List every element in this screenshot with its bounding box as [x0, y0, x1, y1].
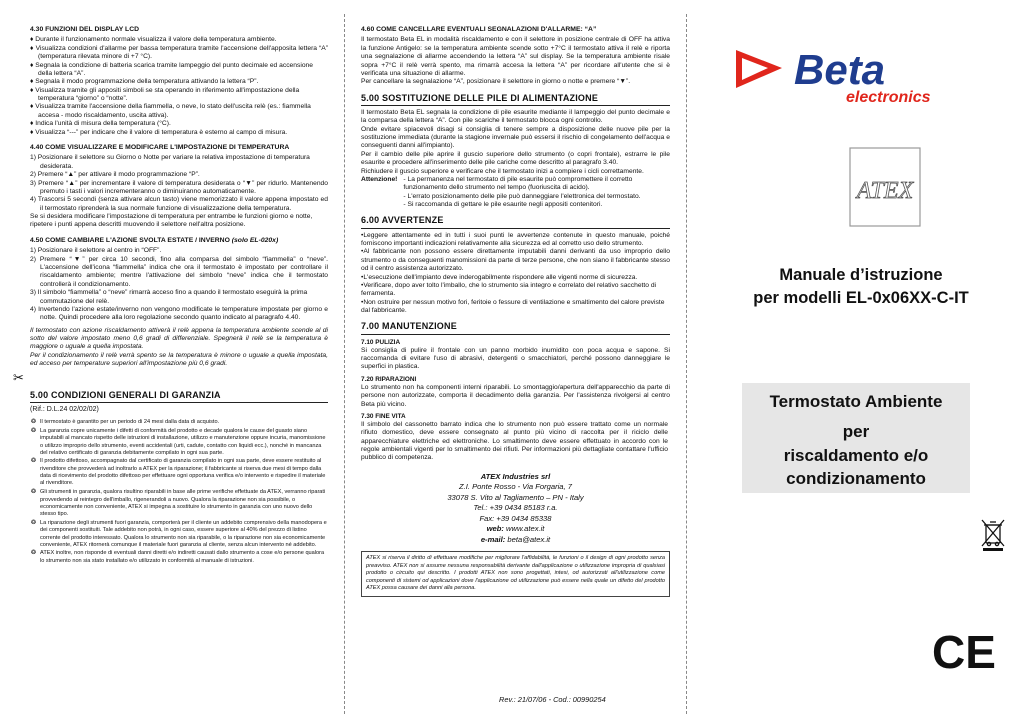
address: Z.I. Ponte Rosso - Via Forgaria, 7 — [459, 482, 572, 492]
list-item: ❂ Il prodotto difettoso, accompagnato dal certificato di garanzia compilato in ogni sua parte, deve essere restituito al rivenditore che provvederà ad inoltrarlo a ATEX per la riparazione; il fabbricante si riserva due mesi di tempo dalla data di ricevimento del prodotto difettoso per effettuare ogni opportuna verifica e/o intervento e rispedire il materiale al rivenditore. — [31, 458, 326, 487]
list-item: ♦ Segnala la condizione di batteria scarica tramite lampeggio del punto decimale ed accensione della lettera “A”. — [30, 61, 313, 77]
section-4-50 — [30, 237, 328, 369]
italic-note: Il termostato con azione riscaldamento attiverà il relè appena la temperatura ambiente scende al di sotto del valore impostato meno 0,6 gradi di differenziale. Spegnerà il relè se la temperatura è maggiore o uguale a quella impostata. — [30, 326, 328, 351]
list-item: 4) Invertendo l'azione estate/inverno non vengono modificate le temperature impostate per giorno e notte. Quindi procedere alla loro regolazione secondo quanto indicato al paragrafo 4.40. — [30, 305, 328, 322]
bullet-icon: ❂ — [31, 489, 37, 496]
warranty-list — [30, 419, 328, 566]
italic-note: Per il condizionamento il relè verrà spento se la temperatura è minore o uguale a quella impostata, ed acceso per temperature superiori all'impostazione più 0,6 gradi. — [30, 351, 328, 368]
list-item: ♦ Visualizza “---” per indicare che il valore di temperatura è esterno al campo di misura. — [30, 128, 288, 136]
body-text: Onde evitare spiacevoli disagi si consiglia di tenere sempre a disposizione delle nuove pile per la sostituzione immediata (durante la stagione invernale può essersi il rischio di congelamento dell'acqua e conseguenti danni all'impianto). — [361, 125, 670, 150]
city: 33078 S. Vito al Tagliamento – PN - Italy — [447, 492, 584, 502]
body-text: Per cancellare la segnalazione “A”, posizionare il selettore in giorno o notte e premere “▼”. — [361, 78, 631, 86]
svg-text:electronics: electronics — [846, 89, 931, 106]
ce-mark-icon — [932, 626, 996, 678]
product-title: Termostato Ambiente per riscaldamento e/o condizionamento — [769, 392, 943, 489]
list-item: 3) Il simbolo “fiammella” o “neve” rimarrà acceso fino a quando il termostato eseguirà la prima commutazione del relè. — [30, 289, 308, 305]
bullet-icon: ❂ — [31, 418, 37, 425]
section-garanzia — [30, 390, 328, 566]
subsection-title: 7.30 FINE VITA — [361, 412, 406, 420]
list-item: 1) Posizionare il selettore al centro in “OFF”. — [30, 247, 162, 255]
list-item: ♦ Visualizza tramite gli appositi simboli se sta operando in riferimento all'impostazione della temperatura “giorno” o “notte”. — [30, 86, 300, 103]
contact-block — [361, 472, 670, 545]
list-item: ♦ Segnala il modo programmazione della temperatura attivando la lettera “P”. — [30, 78, 259, 86]
atex-logo — [848, 146, 922, 228]
left-column — [0, 0, 340, 724]
list-item: ❂ Il termostato è garantito per un periodo di 24 mesi dalla data di acquisto. — [31, 418, 220, 425]
bullet-icon: ❂ — [31, 427, 37, 434]
list-item: 2) Premere “▼” per circa 10 secondi, fino alla comparsa del simbolo “fiammella” o “neve”. L'accensione dell'icona “fiammella” indica che ora il termostato è impostato per controllare il riscaldamento ambiente; mentre l'attivazione del simbolo “neve” indica che il termostato controllerà il condizionamento. — [30, 255, 328, 288]
bullet-icon: ❂ — [31, 550, 37, 557]
list-item: ♦ Visualizza condizioni d'allarme per bassa temperatura tramite l'accensione dell'apposita lettera “A” (temperatura rilevata minore di +7 °C). — [30, 44, 328, 61]
body-text: Il termostato Beta EL in modalità riscaldamento e con il selettore in posizione centrale di OFF ha attiva la funzione Antigelo: se la temperatura ambiente scende sotto +7°C il termostato attiva il relè e riporta una segnalazione di allarme accendendo la lettera “A” sul display. Se la temperatura ambiente risale sopra +7°C il relè verrà spento, ma rimarrà accesa la lettera “A” per ricordare all'utente che si è verificata una situazione di allarme. — [361, 36, 670, 77]
body-text: Si consiglia di pulire il frontale con un panno morbido inumidito con poca acqua e sapone. Si raccomanda di evitare l'uso di abrasivi, detergenti o smacchiatori, perché possono danneggiare le superfici in plastica. — [361, 346, 670, 371]
body-text: Per il cambio delle pile aprire il guscio superiore dello strumento (o copri frontale), estrarre le pile esaurite e procedere all'inserimento delle pile cariche come descritto al paragrafo 3.40. — [361, 150, 670, 167]
attention-label: Attenzione! — [361, 175, 398, 183]
scissors-icon: ✂ — [13, 369, 24, 385]
phone: Tel.: +39 0434 85183 r.a. — [473, 503, 558, 513]
list-item: 1) Posizionare il selettore su Giorno o Notte per variare la relativa impostazione di temperatura desiderata. — [30, 154, 310, 170]
list-item: ❂ La riparazione degli strumenti fuori garanzia, comporterà per il cliente un addebito comprensivo della manodopera e dei componenti sostituiti. Tale addebito non potrà, in ogni caso, essere superiore al 40% del prezzo di listino corrente del prodotto interessato. Qualora lo strumento non sia riparabile, o la riparazione non sia economicamente conveniente, ATEX ritornerà comunque il materiale fuori garanzia al cliente, senza alcun intervento né addebito. — [31, 519, 327, 548]
disclaimer-box: ATEX si riserva il diritto di effettuare modifiche per migliorare l'affidabilità, le funzioni o il design di ogni prodotto senza preavviso. ATEX non si assume nessuna responsabilità derivante dall'applicazione o utilizzazione impropria di qualsiasi prodotto o circuito qui descritto. I prodotti ATEX non sono progettati, intesi, od autorizzati all'utilizzazione come componenti di sistemi od applicazioni dove l'applicazione od utilizzazione può essere nella quale un difetto del prodotto ATEX possa causare dei danni alla persona. — [361, 551, 670, 597]
cover-column — [686, 0, 1024, 724]
section-4-60 — [361, 26, 670, 87]
section-5-00 — [361, 93, 670, 210]
list-item: ♦ Durante il funzionamento normale visualizza il valore della temperatura ambiente. — [30, 36, 277, 44]
fax: Fax: +39 0434 85338 — [479, 513, 552, 523]
body-text: Il simbolo del cassonetto barrato indica che lo strumento non può essere trattato come un normale rifiuto domestico, deve essere consegnato al punto più vicino di raccolta per il riciclo delle apparecchiature elettriche ed elettroniche. Lo smaltimento deve essere effettuato in accordo con le regole ambientali vigenti per lo smaltimento dei rifiuti. Per informazioni più dettagliate contattare l'ufficio pubblico di competenza. — [361, 420, 668, 462]
revision-code: Rev.: 21/07/06 - Cod.: 00990254 — [499, 695, 606, 704]
reference: (Rif.: D.L.24 02/02/02) — [30, 405, 99, 413]
body-text: Il termostato Beta EL segnala la condizione di pile esaurite mediante il lampeggio del punto decimale e la comparsa della lettera “A”. Con pile scariche il termostato blocca ogni controllo. — [361, 108, 670, 125]
section-4-40 — [30, 144, 328, 230]
note-text: Se si desidera modificare l'impostazione di temperatura per entrambe le funzioni giorno e notte, ripetere i punti appena descritti muovendo il selettore nell'altra posizione. — [30, 213, 313, 229]
website[interactable]: web: www.atex.it — [486, 524, 545, 534]
section-title: 4.30 FUNZIONI DEL DISPLAY LCD — [30, 26, 140, 33]
bullet-icon: ❂ — [31, 519, 37, 526]
list-item: ♦ Visualizza tramite l'accensione della fiammella, o neve, lo stato dell'uscita relè (es.: fiammella accesa - modo riscaldamento, uscita attiva). — [30, 103, 311, 119]
beta-electronics-logo — [734, 44, 984, 108]
svg-text:CE: CE — [932, 626, 996, 678]
bullet-icon: ❂ — [31, 458, 37, 465]
svg-text:Beta: Beta — [794, 46, 886, 93]
list-item: 4) Trascorsi 5 secondi (senza attivare alcun tasto) viene memorizzato il valore appena impostato ed il termostato riprenderà la sua normale funzione di visualizzazione della temperatura. — [30, 196, 328, 212]
section-title: 7.00 MANUTENZIONE — [361, 321, 670, 334]
list-item: •Verificare, dopo aver tolto l'imballo, che lo strumento sia integro e correlato del relativo sacchetto di ferramenta. — [361, 281, 657, 298]
list-item: •L'esecuzione dell'impianto deve inderogabilmente rispondere alle vigenti norme di sicurezza. — [361, 273, 638, 281]
list-item: ❂ La garanzia copre unicamente i difetti di conformità del prodotto e decade qualora le cause del guasto siano imputabili al mancato rispetto delle istruzioni di installazione, utilizzo e manutenzione oppure incuria, manomissione o utilizzo improprio dello strumento, eventi accidentali (urti, cadute, contatto con liquidi ecc.), nonché in mancanza del relativo certificato di garanzia debitamente compilato in ogni sua parte. — [31, 427, 326, 456]
middle-column — [349, 0, 686, 724]
body-text: Lo strumento non ha componenti interni riparabili. Lo smontaggio/apertura dell'apparecchio da parte di persone non autorizzate, comporta il decadimento della garanzia. Per l'assistenza rivolgersi al centro Beta più vicino. — [361, 383, 670, 408]
list-item: ♦ Indica l'unità di misura della temperatura (°C). — [30, 120, 171, 128]
list-item: •Leggere attentamente ed in tutti i suoi punti le avvertenze contenute in questo manuale, poiché forniscono importanti indicazioni relativamente alla sicurezza ed al corretto uso dello strumento. — [361, 231, 670, 248]
subsection-title: 7.20 RIPARAZIONI — [361, 375, 417, 383]
manual-title: Manuale d’istruzione per modelli EL-0x06XX-C-IT — [753, 266, 969, 308]
list-item: •Non ostruire per nessun motivo fori, feritoie o fessure di ventilazione e smaltimento del calore previste dal fabbricante. — [361, 298, 665, 315]
section-title: 4.60 COME CANCELLARE EVENTUALI SEGNALAZIONI D'ALLARME: “A” — [361, 26, 597, 33]
fold-line — [344, 14, 345, 714]
section-6-00 — [361, 215, 670, 315]
section-title: 5.00 CONDIZIONI GENERALI DI GARANZIA — [30, 390, 328, 403]
email[interactable]: e-mail: beta@atex.it — [480, 534, 551, 544]
list-item: •Al fabbricante non possono essere direttamente imputabili danni derivanti da uso improprio dello strumento o da conseguenti manomissioni da parte di terze persone, che non siano il fabbricante stesso od il centro assistenza autorizzato. — [361, 248, 670, 273]
section-title: 6.00 AVVERTENZE — [361, 215, 670, 228]
section-title: 5.00 SOSTITUZIONE DELLE PILE DI ALIMENTAZIONE — [361, 93, 670, 106]
section-title: 4.40 COME VISUALIZZARE E MODIFICARE L'IMPOSTAZIONE DI TEMPERATURA — [30, 143, 290, 151]
section-title: 4.50 COME CAMBIARE L'AZIONE SVOLTA ESTATE / INVERNO (solo EL-020x) — [30, 236, 279, 244]
section-7-00 — [361, 321, 670, 462]
body-text: Richiudere il guscio superiore e verificare che il termostato inizi a compiere i cicli correttamente. — [361, 167, 644, 175]
list-item: 3) Premere “▲” per incrementare il valore di temperatura desiderata o “▼” per ridurlo. Mantenendo premuto i tasti i valori incrementeranno o diminuiranno automaticamente. — [30, 179, 328, 195]
company-name: ATEX Industries srl — [480, 471, 551, 481]
section-4-30 — [30, 26, 328, 137]
subsection-title: 7.10 PULIZIA — [361, 338, 401, 346]
list-item: ❂ Gli strumenti in garanzia, qualora risultino riparabili in base alle prime verifiche effettuate da ATEX, verranno riparati provvedendo al reintegro dell'imballo, rigenerandoli a nuovo. Qualora la riparazione non sia possibile, o economicamente non conveniente, ATEX si impegna a sostituire lo strumento in garanzia con uno nuovo dello stesso tipo. — [31, 489, 326, 518]
list-item: - Si raccomanda di gettare le pile esaurite negli appositi contenitori. — [403, 201, 603, 209]
list-item: ❂ ATEX inoltre, non risponde di eventuali danni diretti e/o indiretti causati dallo strumento a cose e/o persone qualora lo strumento non sia stato installato e/o utilizzato in conformità al manuale di istruzioni. — [31, 550, 325, 564]
list-item: - La permanenza nel termostato di pile esaurite può compromettere il corretto funzionamento dello strumento nel tempo (fuoriuscita di acido). — [403, 175, 633, 192]
svg-text:ATEX: ATEX — [856, 178, 914, 204]
list-item: 2) Premere “▲” per attivare il modo programmazione “P”. — [30, 171, 200, 179]
attention-block — [361, 176, 670, 210]
list-item: - L'errato posizionamento delle pile può danneggiare l'elettronica del termostato. — [403, 192, 641, 200]
